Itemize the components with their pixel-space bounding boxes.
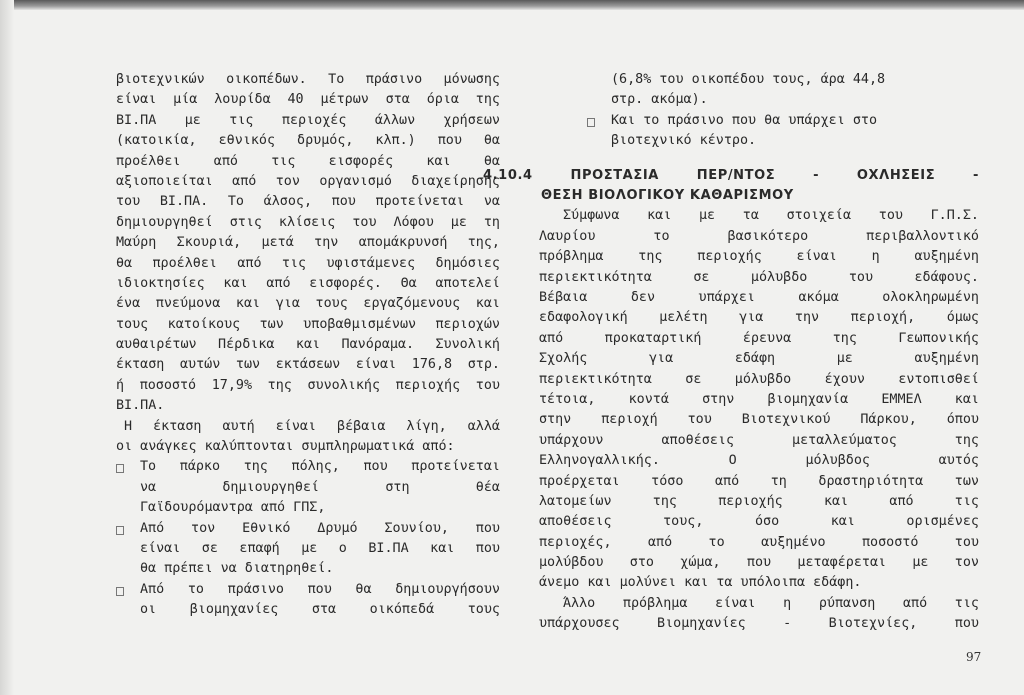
bullet-item: [539, 111, 979, 152]
text-line: οι ανάγκες καλύπτονται συμπληρωματικά από:: [116, 439, 455, 455]
text-line: Άλλο πρόβλημα είναι η ρύπανση από τις: [563, 595, 979, 611]
text-line: οι βιομηχανίες στα οικόπεδά τους: [140, 602, 500, 618]
text-line: Από τον Εθνικό Δρυμό Σουνίου, που: [140, 520, 500, 536]
square-bullet-icon: [116, 587, 124, 596]
left-column: [116, 70, 500, 621]
text-line: περιοχές, από το αυξημένο ποσοστό του: [539, 534, 979, 550]
text-line: ένα πνεύμονα και για τους εργαζόμενους και: [116, 296, 500, 312]
text-line: στην περιοχή του Βιοτεχνικού Πάρκου, όπου: [539, 412, 979, 428]
text-line: θα πρέπει να διατηρηθεί.: [140, 561, 334, 577]
text-line: αυθαιρέτων Πέρδικα και Πανόραμα. Συνολική: [116, 337, 500, 353]
text-line: Ελληνογαλλικής. Ο μόλυβδος αυτός: [539, 453, 979, 469]
text-line: από προκαταρτική έρευνα της Γεωπονικής: [539, 330, 979, 346]
text-line: ΒΙ.ΠΑ με τις περιοχές άλλων χρήσεων: [116, 112, 500, 128]
text-line: άνεμο και μολύνει και τα υπόλοιπα εδάφη.: [539, 575, 862, 591]
text-line: Και το πράσινο που θα υπάρχει στο: [611, 112, 878, 128]
text-line: είναι σε επαφή με ο ΒΙ.ΠΑ και που: [140, 541, 500, 557]
text-line: Βέβαια δεν υπάρχει ακόμα ολοκληρωμένη: [539, 289, 979, 305]
text-line: Μαύρη Σκουριά, μετά την απομάκρυνσή της,: [116, 235, 500, 251]
page-number: 97: [966, 650, 982, 664]
spacer: [539, 152, 979, 166]
text-line: Γαϊδουρόμαντρα από ΓΠΣ,: [140, 500, 326, 516]
text-line: λατομείων της περιοχής και από τις: [539, 493, 979, 509]
section-heading: 4.10.4 ΠΡΟΣΤΑΣΙΑ ΠΕΡ/ΝΤΟΣ - ΟΧΛΗΣΕΙΣ -: [483, 167, 979, 183]
section-heading: ΘΕΣΗ ΒΙΟΛΟΓΙΚΟΥ ΚΑΘΑΡΙΣΜΟΥ: [541, 188, 794, 204]
text-line: θα προέλθει από τις υφιστάμενες δημόσιες: [116, 255, 500, 271]
text-line: να δημιουργηθεί στη θέα: [140, 479, 500, 495]
text-line: είναι μία λουρίδα 40 μέτρων στα όρια της: [116, 92, 500, 108]
square-bullet-icon: [116, 464, 124, 473]
text-line: προέρχεται τόσο από τη δραστηριότητα των: [539, 473, 979, 489]
text-line: βιοτεχνικό κέντρο.: [611, 133, 757, 149]
text-line: βιοτεχνικών οικοπέδων. Το πράσινο μόνωσης: [116, 72, 500, 87]
scan-top-edge: [0, 0, 1024, 10]
text-line: υπάρχουν αποθέσεις μεταλλεύματος της: [539, 432, 979, 448]
text-line: προέλθει από τις εισφορές και θα: [116, 153, 500, 169]
text-line: υπάρχουσες Βιομηχανίες - Βιοτεχνίες, που: [539, 616, 979, 632]
text-line: περιεκτικότητα σε μόλυβδο έχουν εντοπισθεί: [539, 371, 979, 387]
text-line: Από το πράσινο που θα δημιουργήσουν: [140, 581, 500, 597]
text-line: ή ποσοστό 17,9% της συνολικής περιοχής του: [116, 377, 500, 393]
text-line: αποθέσεις τους, όσο και ορισμένες: [539, 514, 979, 530]
text-line: έκταση αυτών των εκτάσεων είναι 176,8 στρ.: [116, 357, 500, 373]
bullet-item: [116, 519, 500, 580]
text-line: αξιοποιείται από τον οργανισμό διαχείρησης: [116, 173, 500, 189]
text-line: στρ. ακόμα).: [611, 92, 708, 108]
text-line: Σύμφωνα και με τα στοιχεία του Γ.Π.Σ.: [563, 208, 979, 224]
scan-left-shadow: [0, 0, 14, 695]
text-line: (κατοικία, εθνικός δρυμός, κλπ.) που θα: [116, 133, 500, 149]
text-line: (6,8% του οικοπέδου τους, άρα 44,8: [611, 72, 886, 87]
right-column: [483, 70, 979, 635]
text-line: Σχολής για εδάφη με αυξημένη: [539, 351, 979, 367]
bullet-item: [116, 457, 500, 518]
square-bullet-icon: [587, 118, 595, 127]
text-line: ιδιοκτησίες και από εισφορές. Θα αποτελεί: [116, 275, 500, 291]
text-line: μολύβδου στο χώμα, που μεταφέρεται με τον: [539, 555, 979, 571]
text-line: δημιουργηθεί στις κλίσεις του Λόφου με τη: [116, 214, 500, 230]
text-line: τέτοια, κοντά στην βιομηχανία ΕΜΜΕΛ και: [539, 391, 979, 407]
text-line: Η έκταση αυτή είναι βέβαια λίγη, αλλά: [124, 418, 500, 434]
text-line: τους κατοίκους των υποβαθμισμένων περιοχών: [116, 316, 500, 332]
bullet-item: [116, 580, 500, 621]
text-line: ΒΙ.ΠΑ.: [116, 398, 165, 414]
text-line: του ΒΙ.ΠΑ. Το άλσος, που προτείνεται να: [116, 194, 500, 210]
text-line: Το πάρκο της πόλης, που προτείνεται: [140, 459, 500, 475]
text-line: πρόβλημα της περιοχής είναι η αυξημένη: [539, 249, 979, 265]
square-bullet-icon: [116, 526, 124, 535]
text-line: περιεκτικότητα σε μόλυβδο του εδάφους.: [539, 269, 979, 285]
text-line: εδαφολογική μελέτη για την περιοχή, όμως: [539, 310, 979, 326]
text-line: Λαυρίου το βασικότερο περιβαλλοντικό: [539, 228, 979, 244]
